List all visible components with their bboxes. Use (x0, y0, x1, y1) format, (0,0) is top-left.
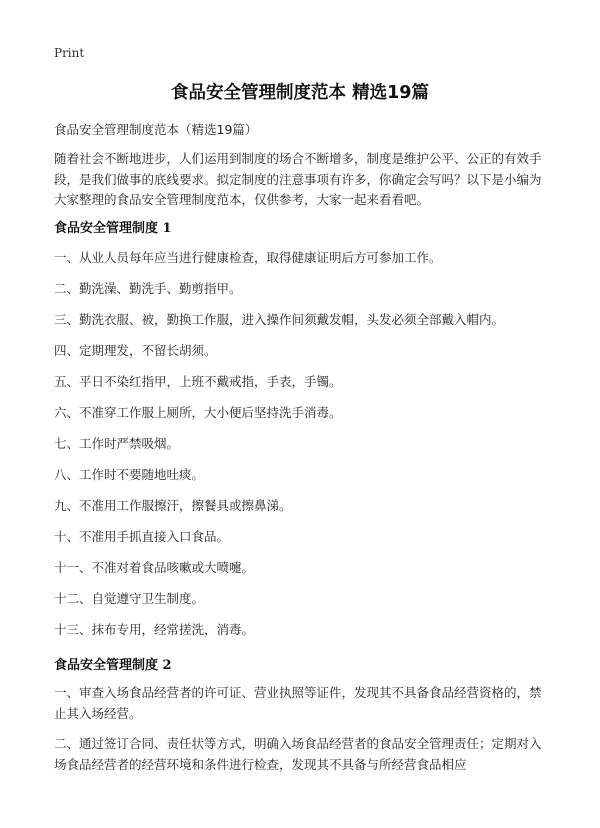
rule-item: 七、工作时严禁吸烟。 (54, 436, 180, 451)
rule-item: 一、审查入场食品经营者的许可证、营业执照等证件，发现其不具备食品经营资格的，禁止其入场经营。 (54, 685, 542, 721)
document-title: 食品安全管理制度范本 精选19篇 (171, 83, 429, 103)
section-2-number: 2 (162, 658, 172, 673)
section-1-heading (54, 217, 172, 236)
rule-item: 十、不准用手抓直接入口食品。 (54, 529, 230, 544)
rule-item: 二、勤洗澡、勤洗手、勤剪指甲。 (54, 281, 242, 296)
rule-item: 八、工作时不要随地吐痰。 (54, 467, 205, 482)
document-subtitle: 食品安全管理制度范本（精选19篇） (54, 122, 258, 137)
print-label: Print (54, 46, 85, 60)
rule-item: 十三、抹布专用，经常搓洗，消毒。 (54, 622, 255, 637)
section-1-number: 1 (162, 221, 172, 236)
rule-item: 五、平日不染红指甲，上班不戴戒指，手表，手镯。 (54, 374, 342, 389)
section-2-heading (54, 654, 172, 673)
rule-item: 二、通过签订合同、责任状等方式，明确入场食品经营者的食品安全管理责任；定期对入场食品经营者的经营环境和条件进行检查，发现其不具备与所经营食品相应 (54, 736, 542, 772)
section-1-heading-text: 食品安全管理制度 (54, 221, 159, 236)
rule-item: 三、勤洗衣服、被，勤换工作服，进入操作间须戴发帽，头发必须全部戴入帽内。 (54, 312, 505, 327)
section-2-heading-text: 食品安全管理制度 (54, 658, 159, 673)
rule-item: 六、不准穿工作服上厕所，大小便后坚持洗手消毒。 (54, 405, 342, 420)
rule-item: 一、从业人员每年应当进行健康检查，取得健康证明后方可参加工作。 (54, 250, 442, 265)
intro-paragraph: 随着社会不断地进步，人们运用到制度的场合不断增多，制度是维护公平、公正的有效手段，是我们做事的底线要求。拟定制度的注意事项有许多，你确定会写吗？以下是小编为大家整理的食品安全管理制度范本，仅供参考，大家一起来看看吧。 (54, 151, 542, 207)
rule-item: 十一、不准对着食品咳嗽或大喷嚏。 (54, 560, 255, 575)
rule-item: 四、定期理发，不留长胡须。 (54, 343, 217, 358)
rule-item: 十二、自觉遵守卫生制度。 (54, 591, 205, 606)
rule-item: 九、不准用工作服擦汗，擦餐具或擦鼻涕。 (54, 498, 292, 513)
